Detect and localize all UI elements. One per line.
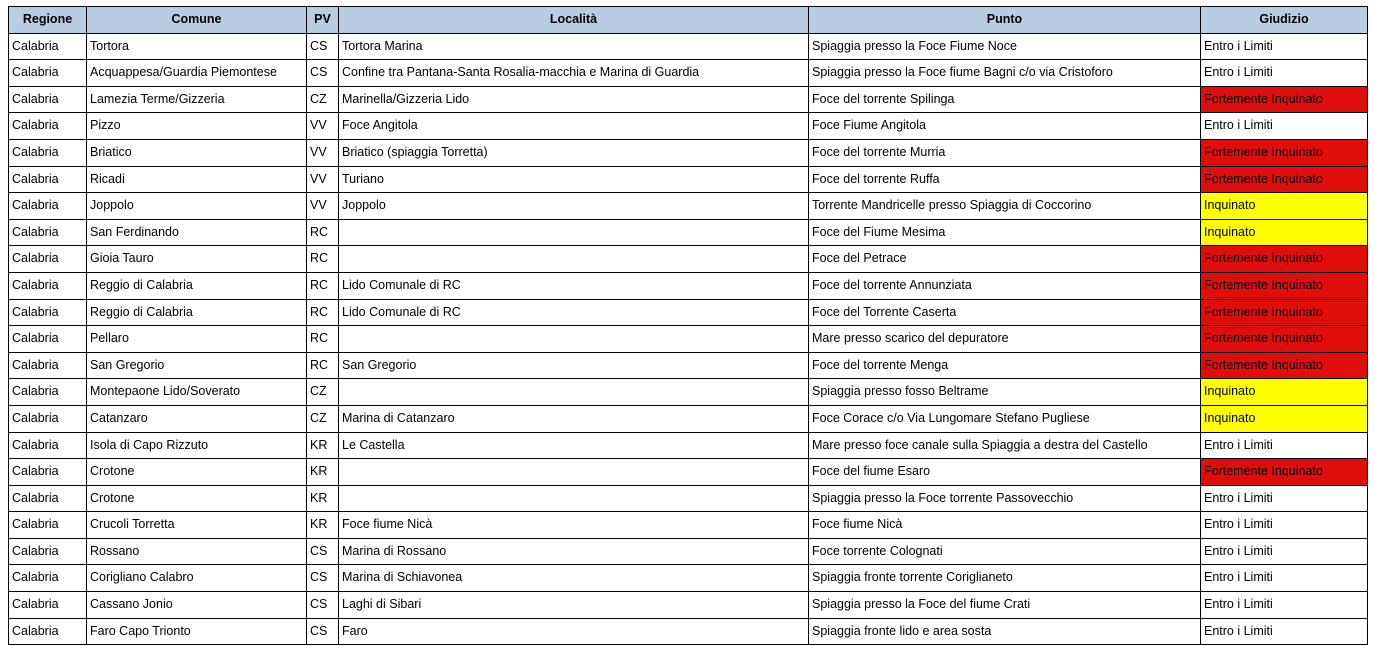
table-row	[9, 485, 1368, 512]
cell-giudizio: Inquinato	[1201, 219, 1368, 246]
table-row	[9, 272, 1368, 299]
cell-localita: Laghi di Sibari	[339, 592, 809, 619]
monitoring-results-table	[8, 6, 1368, 645]
cell-comune: Catanzaro	[87, 405, 307, 432]
cell-regione: Calabria	[9, 139, 87, 166]
cell-comune: Acquappesa/Guardia Piemontese	[87, 60, 307, 87]
cell-punto: Foce del torrente Murria	[809, 139, 1201, 166]
cell-pv: RC	[307, 326, 339, 353]
cell-localita: Joppolo	[339, 193, 809, 220]
cell-regione: Calabria	[9, 459, 87, 486]
cell-regione: Calabria	[9, 272, 87, 299]
cell-pv: CS	[307, 565, 339, 592]
cell-regione: Calabria	[9, 113, 87, 140]
cell-comune: Pellaro	[87, 326, 307, 353]
cell-localita: Le Castella	[339, 432, 809, 459]
column-header-localita[interactable]: Località	[339, 7, 809, 34]
column-header-regione[interactable]: Regione	[9, 7, 87, 34]
column-header-giudizio[interactable]: Giudizio	[1201, 7, 1368, 34]
cell-giudizio: Entro i Limiti	[1201, 33, 1368, 60]
cell-comune: San Gregorio	[87, 352, 307, 379]
cell-comune: Crotone	[87, 459, 307, 486]
cell-pv: KR	[307, 432, 339, 459]
table-body	[9, 33, 1368, 645]
column-header-comune[interactable]: Comune	[87, 7, 307, 34]
cell-localita: Marinella/Gizzeria Lido	[339, 86, 809, 113]
cell-pv: CZ	[307, 86, 339, 113]
cell-comune: Rossano	[87, 538, 307, 565]
cell-comune: Crucoli Torretta	[87, 512, 307, 539]
cell-pv: KR	[307, 459, 339, 486]
cell-regione: Calabria	[9, 379, 87, 406]
table-row	[9, 592, 1368, 619]
cell-localita: San Gregorio	[339, 352, 809, 379]
cell-comune: Pizzo	[87, 113, 307, 140]
cell-pv: CS	[307, 60, 339, 87]
table-header-row	[9, 7, 1368, 34]
table-row	[9, 299, 1368, 326]
cell-comune: Corigliano Calabro	[87, 565, 307, 592]
table-row	[9, 405, 1368, 432]
cell-punto: Foce del Petrace	[809, 246, 1201, 273]
cell-giudizio: Entro i Limiti	[1201, 60, 1368, 87]
cell-punto: Foce Corace c/o Via Lungomare Stefano Pugliese	[809, 405, 1201, 432]
cell-comune: Lamezia Terme/Gizzeria	[87, 86, 307, 113]
table-row	[9, 565, 1368, 592]
cell-comune: Reggio di Calabria	[87, 272, 307, 299]
cell-pv: RC	[307, 246, 339, 273]
cell-giudizio: Inquinato	[1201, 379, 1368, 406]
cell-pv: RC	[307, 272, 339, 299]
table-row	[9, 379, 1368, 406]
cell-punto: Spiaggia presso la Foce torrente Passovecchio	[809, 485, 1201, 512]
table-row	[9, 352, 1368, 379]
cell-regione: Calabria	[9, 246, 87, 273]
cell-comune: Faro Capo Trionto	[87, 618, 307, 645]
cell-regione: Calabria	[9, 565, 87, 592]
cell-punto: Foce del torrente Menga	[809, 352, 1201, 379]
cell-pv: VV	[307, 113, 339, 140]
cell-comune: Ricadi	[87, 166, 307, 193]
cell-punto: Foce torrente Colognati	[809, 538, 1201, 565]
cell-comune: Isola di Capo Rizzuto	[87, 432, 307, 459]
cell-giudizio: Fortemente Inquinato	[1201, 299, 1368, 326]
cell-regione: Calabria	[9, 86, 87, 113]
cell-pv: VV	[307, 193, 339, 220]
table-header	[9, 7, 1368, 34]
cell-localita	[339, 459, 809, 486]
cell-regione: Calabria	[9, 60, 87, 87]
cell-giudizio: Entro i Limiti	[1201, 512, 1368, 539]
cell-regione: Calabria	[9, 219, 87, 246]
table-row	[9, 86, 1368, 113]
cell-punto: Mare presso foce canale sulla Spiaggia a destra del Castello	[809, 432, 1201, 459]
cell-localita: Lido Comunale di RC	[339, 272, 809, 299]
cell-pv: RC	[307, 299, 339, 326]
cell-localita: Lido Comunale di RC	[339, 299, 809, 326]
cell-punto: Foce fiume Nicà	[809, 512, 1201, 539]
table-row	[9, 326, 1368, 353]
cell-pv: CS	[307, 592, 339, 619]
table-row	[9, 139, 1368, 166]
cell-giudizio: Inquinato	[1201, 405, 1368, 432]
cell-punto: Foce del Fiume Mesima	[809, 219, 1201, 246]
cell-punto: Torrente Mandricelle presso Spiaggia di Coccorino	[809, 193, 1201, 220]
cell-localita: Marina di Rossano	[339, 538, 809, 565]
cell-giudizio: Fortemente Inquinato	[1201, 246, 1368, 273]
cell-punto: Spiaggia presso la Foce del fiume Crati	[809, 592, 1201, 619]
cell-comune: Reggio di Calabria	[87, 299, 307, 326]
cell-punto: Spiaggia presso la Foce Fiume Noce	[809, 33, 1201, 60]
cell-localita: Foce fiume Nicà	[339, 512, 809, 539]
cell-comune: Tortora	[87, 33, 307, 60]
table-row	[9, 113, 1368, 140]
cell-comune: Cassano Jonio	[87, 592, 307, 619]
cell-pv: CZ	[307, 379, 339, 406]
cell-comune: Montepaone Lido/Soverato	[87, 379, 307, 406]
cell-comune: Gioia Tauro	[87, 246, 307, 273]
cell-pv: KR	[307, 512, 339, 539]
cell-giudizio: Entro i Limiti	[1201, 432, 1368, 459]
cell-localita: Tortora Marina	[339, 33, 809, 60]
table-row	[9, 538, 1368, 565]
table-row	[9, 246, 1368, 273]
cell-pv: CS	[307, 618, 339, 645]
cell-giudizio: Fortemente Inquinato	[1201, 166, 1368, 193]
cell-localita	[339, 219, 809, 246]
cell-punto: Foce del torrente Spilinga	[809, 86, 1201, 113]
cell-comune: San Ferdinando	[87, 219, 307, 246]
cell-regione: Calabria	[9, 299, 87, 326]
cell-punto: Foce del Torrente Caserta	[809, 299, 1201, 326]
cell-pv: VV	[307, 166, 339, 193]
cell-localita: Confine tra Pantana-Santa Rosalia-macchia e Marina di Guardia	[339, 60, 809, 87]
table-row	[9, 219, 1368, 246]
table-row	[9, 60, 1368, 87]
cell-giudizio: Fortemente Inquinato	[1201, 139, 1368, 166]
cell-regione: Calabria	[9, 193, 87, 220]
cell-punto: Foce Fiume Angitola	[809, 113, 1201, 140]
cell-giudizio: Entro i Limiti	[1201, 592, 1368, 619]
cell-regione: Calabria	[9, 485, 87, 512]
cell-pv: VV	[307, 139, 339, 166]
table-row	[9, 432, 1368, 459]
column-header-punto[interactable]: Punto	[809, 7, 1201, 34]
cell-localita: Turiano	[339, 166, 809, 193]
cell-localita	[339, 379, 809, 406]
cell-localita: Foce Angitola	[339, 113, 809, 140]
cell-pv: CZ	[307, 405, 339, 432]
cell-localita: Faro	[339, 618, 809, 645]
cell-punto: Foce del fiume Esaro	[809, 459, 1201, 486]
column-header-pv[interactable]: PV	[307, 7, 339, 34]
cell-giudizio: Entro i Limiti	[1201, 538, 1368, 565]
table-row	[9, 459, 1368, 486]
table-row	[9, 33, 1368, 60]
cell-regione: Calabria	[9, 352, 87, 379]
cell-giudizio: Fortemente Inquinato	[1201, 272, 1368, 299]
cell-giudizio: Fortemente Inquinato	[1201, 459, 1368, 486]
cell-localita: Marina di Schiavonea	[339, 565, 809, 592]
table-row	[9, 618, 1368, 645]
cell-regione: Calabria	[9, 618, 87, 645]
cell-punto: Mare presso scarico del depuratore	[809, 326, 1201, 353]
cell-punto: Spiaggia presso fosso Beltrame	[809, 379, 1201, 406]
cell-punto: Spiaggia fronte torrente Coriglianeto	[809, 565, 1201, 592]
cell-pv: KR	[307, 485, 339, 512]
cell-giudizio: Inquinato	[1201, 193, 1368, 220]
cell-regione: Calabria	[9, 326, 87, 353]
cell-giudizio: Entro i Limiti	[1201, 618, 1368, 645]
cell-giudizio: Fortemente Inquinato	[1201, 352, 1368, 379]
cell-regione: Calabria	[9, 432, 87, 459]
cell-comune: Briatico	[87, 139, 307, 166]
cell-punto: Foce del torrente Annunziata	[809, 272, 1201, 299]
cell-localita	[339, 326, 809, 353]
cell-pv: RC	[307, 352, 339, 379]
cell-localita	[339, 485, 809, 512]
cell-localita: Briatico (spiaggia Torretta)	[339, 139, 809, 166]
cell-giudizio: Entro i Limiti	[1201, 485, 1368, 512]
table-row	[9, 512, 1368, 539]
cell-punto: Foce del torrente Ruffa	[809, 166, 1201, 193]
cell-pv: RC	[307, 219, 339, 246]
cell-punto: Spiaggia fronte lido e area sosta	[809, 618, 1201, 645]
cell-pv: CS	[307, 538, 339, 565]
cell-giudizio: Entro i Limiti	[1201, 113, 1368, 140]
cell-punto: Spiaggia presso la Foce fiume Bagni c/o via Cristoforo	[809, 60, 1201, 87]
cell-pv: CS	[307, 33, 339, 60]
cell-regione: Calabria	[9, 405, 87, 432]
cell-localita	[339, 246, 809, 273]
cell-regione: Calabria	[9, 538, 87, 565]
cell-regione: Calabria	[9, 592, 87, 619]
cell-giudizio: Fortemente Inquinato	[1201, 326, 1368, 353]
cell-localita: Marina di Catanzaro	[339, 405, 809, 432]
cell-regione: Calabria	[9, 512, 87, 539]
cell-comune: Crotone	[87, 485, 307, 512]
cell-giudizio: Fortemente Inquinato	[1201, 86, 1368, 113]
table-row	[9, 193, 1368, 220]
table-row	[9, 166, 1368, 193]
cell-regione: Calabria	[9, 166, 87, 193]
cell-comune: Joppolo	[87, 193, 307, 220]
cell-giudizio: Entro i Limiti	[1201, 565, 1368, 592]
cell-regione: Calabria	[9, 33, 87, 60]
